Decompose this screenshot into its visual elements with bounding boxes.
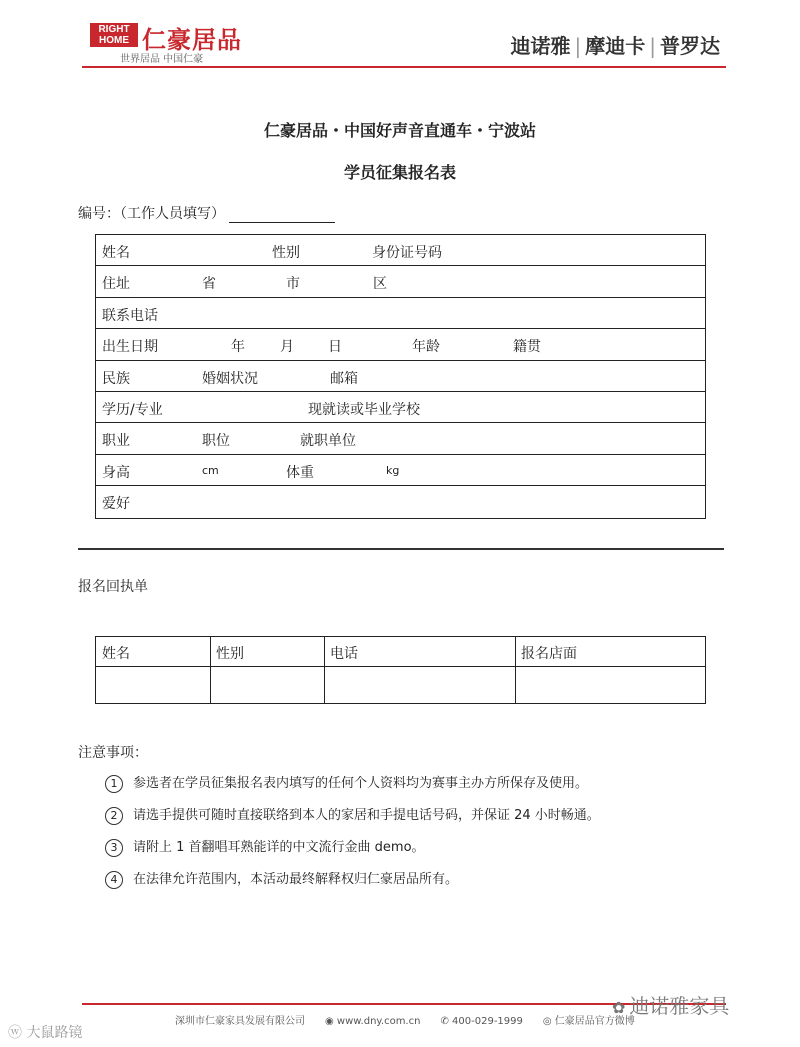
form-row-address [96,266,705,297]
label-occupation: 职业 [102,433,130,450]
label-year: 年 [231,339,245,356]
serial-blank [229,209,335,223]
phone-icon: ✆ [440,1016,449,1027]
note-number: 4 [105,871,123,889]
receipt-row-divider [96,666,705,667]
wechat-watermark-text: 迪诺雅家具 [629,994,730,1018]
label-marital-status: 婚姻状况 [202,370,258,387]
label-height: 身高 [102,464,130,481]
note-item [105,804,600,825]
form-row-ethnicity [96,361,705,392]
note-item [105,868,458,889]
label-birth-date: 出生日期 [102,339,158,356]
note-number: 2 [105,807,123,825]
label-age: 年龄 [412,339,440,356]
receipt-header-gender: 性别 [216,646,244,662]
brand-list: 迪诺雅 | 摩迪卡 | 普罗达 [510,34,720,58]
footer-info [175,1012,635,1027]
globe-icon: ◉ [325,1016,334,1027]
receipt-table [95,636,706,704]
weibo-logo-icon: ⓦ [8,1025,22,1041]
label-ethnicity: 民族 [102,370,130,387]
form-row-education [96,392,705,423]
receipt-label: 报名回执单 [78,579,148,595]
form-row-body [96,455,705,486]
note-text: 在法律允许范围内，本活动最终解释权归仁豪居品所有。 [133,872,459,887]
label-hobbies: 爱好 [102,496,130,513]
wechat-watermark [612,990,729,1019]
note-item [105,772,588,793]
note-number: 1 [105,775,123,793]
registration-form-table [95,234,706,519]
label-gender: 性别 [272,245,300,261]
receipt-col-divider [515,637,516,703]
receipt-header-phone: 电话 [330,646,358,662]
weibo-watermark-text: 大鼠路镜 [26,1025,83,1041]
receipt-header-name: 姓名 [102,646,130,662]
label-phone: 联系电话 [102,307,158,324]
section-divider [78,548,724,550]
logo-badge-line2: HOME [99,35,129,46]
label-education: 学历/专业 [102,401,163,418]
serial-number-field [78,203,335,223]
notes-title: 注意事项： [78,745,148,761]
label-weight: 体重 [286,464,314,481]
form-row-birth [96,329,705,360]
label-month: 月 [280,339,294,356]
logo-badge-line1: RIGHT [98,24,130,35]
note-number: 3 [105,839,123,857]
note-text: 参选者在学员征集报名表内填写的任何个人资料均为赛事主办方所保存及使用。 [133,776,589,791]
label-native-place: 籍贯 [513,339,541,356]
receipt-col-divider [324,637,325,703]
logo-name: 仁豪居品 [142,26,242,54]
weibo-watermark [8,1022,82,1042]
serial-label: 编号：（工作人员填写） [78,206,225,222]
form-row-hobbies [96,486,705,517]
label-address: 住址 [102,276,130,293]
label-position: 职位 [202,433,230,450]
brand-1: 迪诺雅 [510,34,571,58]
label-school: 现就读或毕业学校 [308,401,420,418]
footer-company: 深圳市仁豪家具发展有限公司 [175,1016,305,1027]
label-cm: cm [202,463,219,477]
footer-website[interactable]: www.dny.com.cn [336,1016,421,1027]
header-divider [82,66,726,68]
brand-2: 摩迪卡 [585,34,646,58]
label-day: 日 [328,339,342,356]
footer-official-account: 仁豪居品官方微博 [554,1016,635,1027]
logo-badge [90,23,138,47]
footer-phone: 400-029-1999 [452,1016,523,1027]
form-row-occupation [96,423,705,454]
label-email: 邮箱 [330,370,358,387]
wechat-icon: ✿ [612,998,626,1017]
note-text: 请选手提供可随时直接联络到本人的家居和手提电话号码，并保证 24 小时畅通。 [133,808,600,823]
label-employer: 就职单位 [300,433,356,450]
label-province: 省 [202,276,216,293]
logo-tagline: 世界居品 中国仁豪 [120,54,204,65]
receipt-col-divider [210,637,211,703]
document-subtitle: 学员征集报名表 [343,163,456,182]
label-kg: kg [386,463,400,477]
company-logo [90,20,260,65]
label-city: 市 [286,276,300,293]
document-title: 仁豪居品・中国好声音直通车・宁波站 [263,121,536,140]
form-row-phone [96,298,705,329]
label-name: 姓名 [102,245,130,261]
label-district: 区 [373,276,387,293]
note-item [105,836,425,857]
form-row-name [96,235,705,266]
note-text: 请附上 1 首翻唱耳熟能详的中文流行金曲 demo。 [133,840,425,855]
weibo-icon: ◎ [542,1016,552,1027]
label-id-number: 身份证号码 [372,245,442,261]
brand-3: 普罗达 [660,34,720,58]
receipt-header-store: 报名店面 [521,646,577,662]
